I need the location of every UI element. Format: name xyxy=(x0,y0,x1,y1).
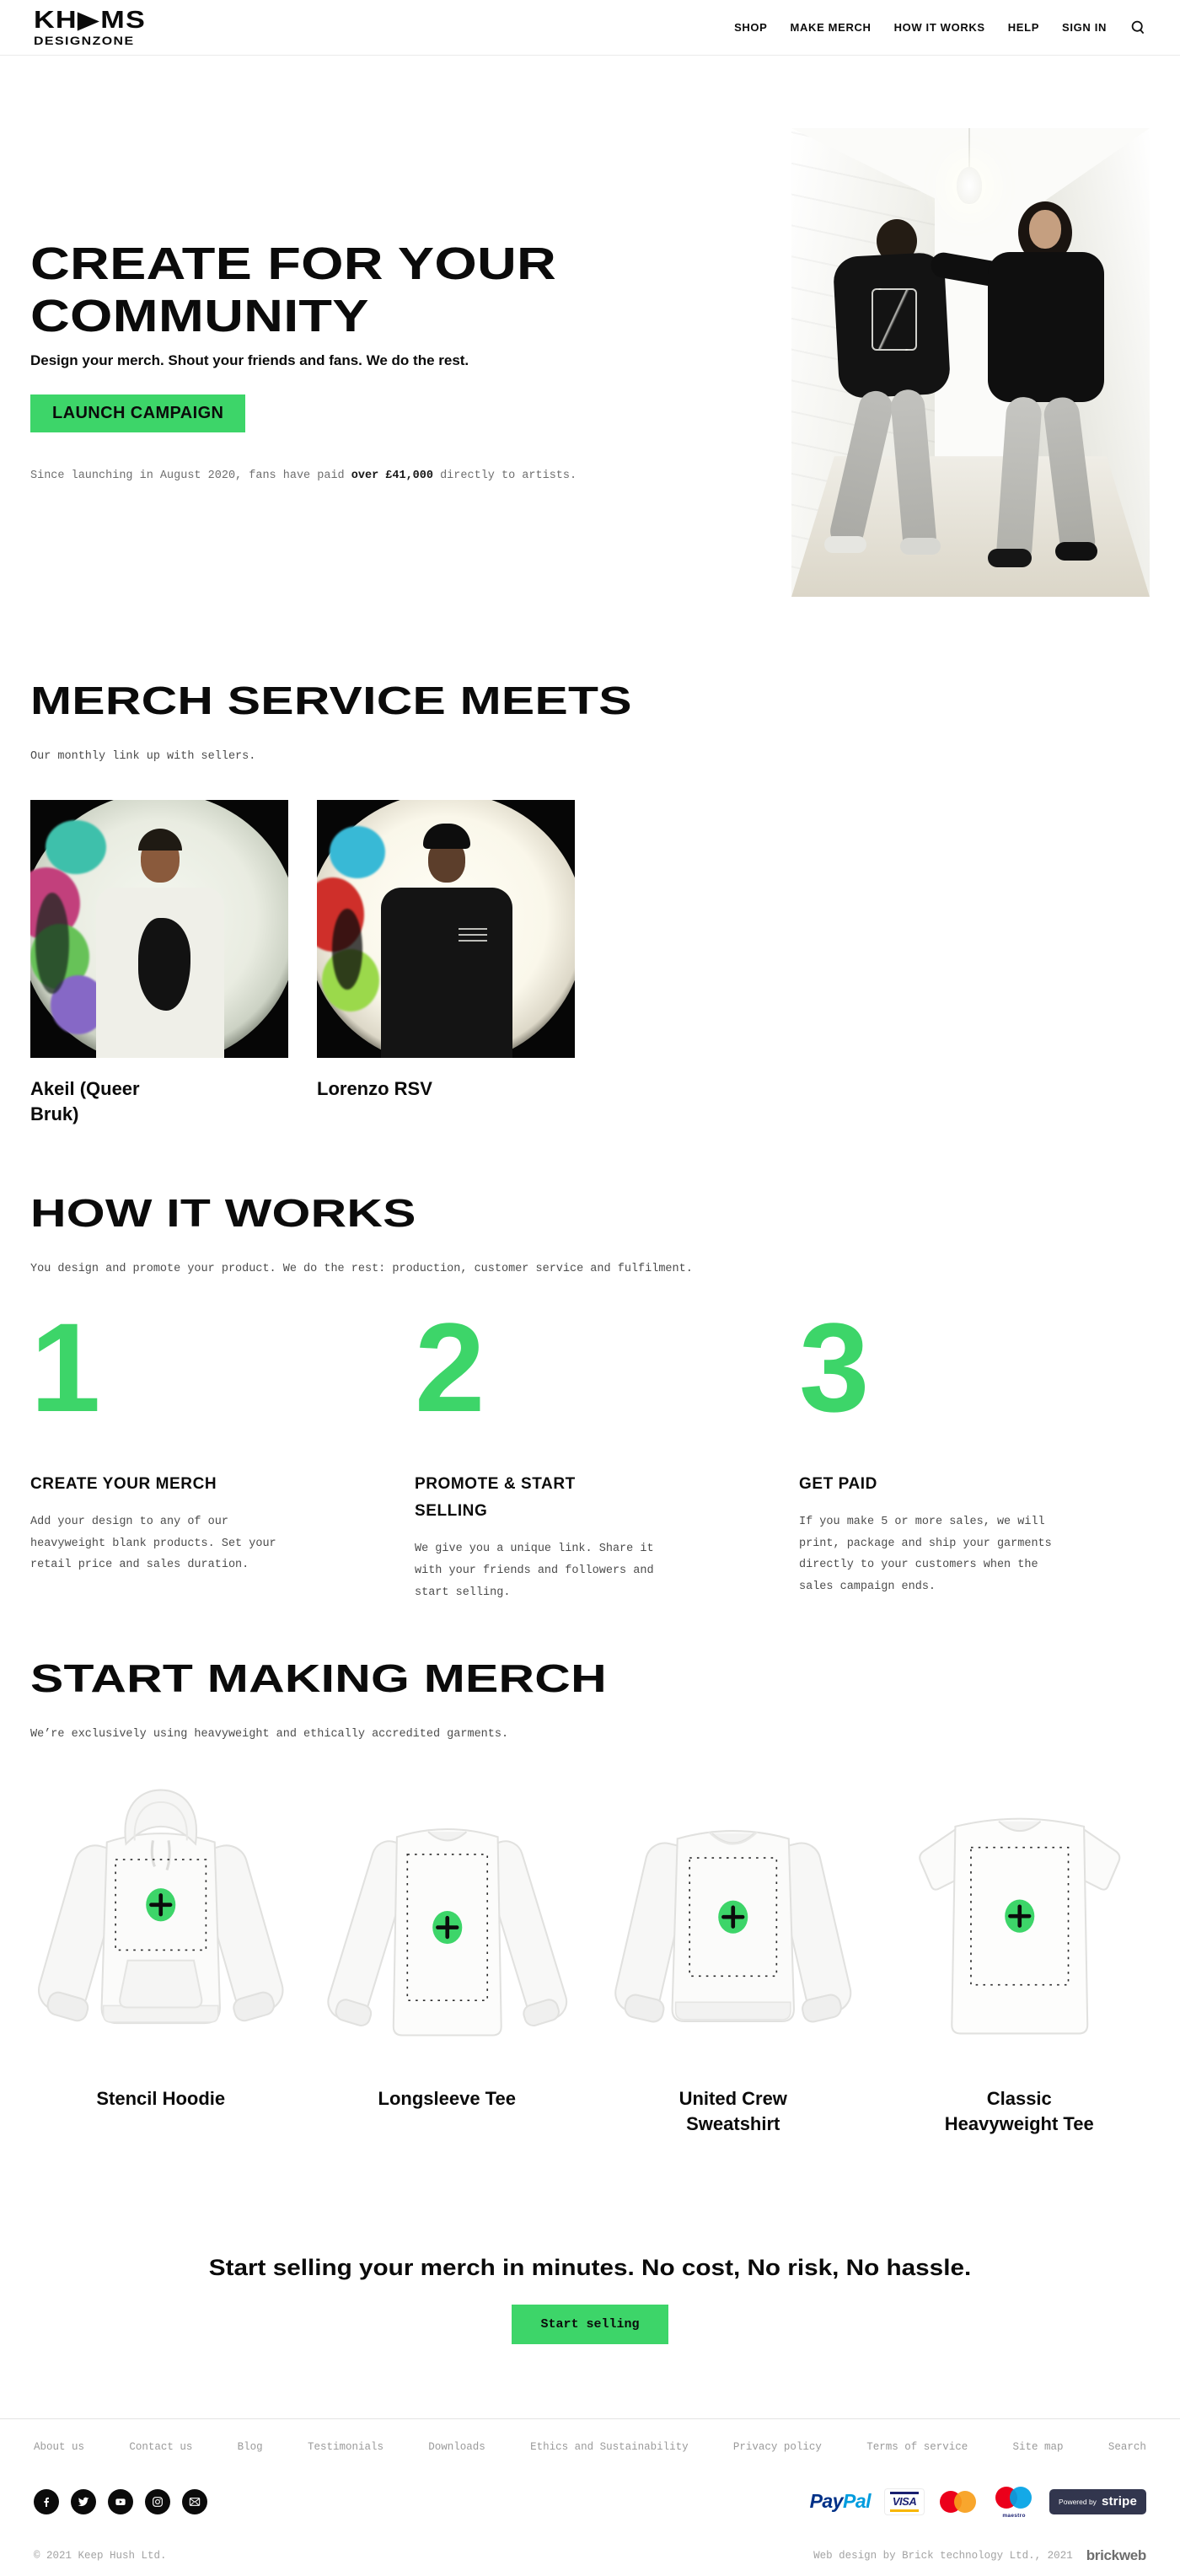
hero-subtitle: Design your merch. Shout your friends and fans. We do the rest. xyxy=(30,352,469,369)
footer-link-about-us[interactable]: About us xyxy=(34,2440,85,2453)
nav-make-merch[interactable]: MAKE MERCH xyxy=(790,21,872,34)
copyright-text: © 2021 Keep Hush Ltd. xyxy=(34,2549,167,2562)
instagram-icon[interactable] xyxy=(145,2489,170,2514)
product-longsleeve-tee[interactable] xyxy=(317,1774,578,2136)
hero-copy xyxy=(30,128,587,597)
hero-title: CREATE FOR YOUR COMMUNITY xyxy=(30,239,557,342)
person-leg xyxy=(995,396,1043,566)
ceiling-lamp xyxy=(957,167,982,204)
step-heading: PROMOTE & START SELLING xyxy=(415,1474,576,1521)
start-making-title: START MAKING MERCH xyxy=(30,1656,607,1701)
tee-image xyxy=(889,1774,1150,2074)
start-selling-button[interactable]: Start selling xyxy=(512,2305,668,2344)
step-1 xyxy=(30,1277,381,1603)
plus-icon xyxy=(146,1889,175,1922)
designer-credit xyxy=(813,2547,1146,2564)
how-it-works-subtitle: You design and promote your product. We do the rest: production, customer service and fulfilment. xyxy=(30,1263,693,1276)
maestro-logo: maestro xyxy=(992,2485,1036,2519)
footer-bottom-row xyxy=(34,2547,1146,2564)
facebook-icon[interactable] xyxy=(34,2489,59,2514)
step-2 xyxy=(415,1277,765,1603)
hero-note-suffix: directly to artists. xyxy=(432,470,577,483)
footer-link-site-map[interactable]: Site map xyxy=(1012,2440,1064,2453)
brickweb-logo[interactable]: brickweb xyxy=(1086,2546,1146,2563)
logo[interactable] xyxy=(34,8,146,47)
plus-icon xyxy=(432,1911,462,1944)
youtube-icon[interactable] xyxy=(108,2489,133,2514)
step-heading: GET PAID xyxy=(799,1474,877,1493)
step-text: Add your design to any of our heavyweight blank products. Set your retail price and sales duration. xyxy=(30,1516,276,1572)
footer-link-blog[interactable]: Blog xyxy=(237,2440,263,2453)
product-classic-heavyweight-tee[interactable] xyxy=(889,1774,1150,2136)
main-nav xyxy=(734,19,1146,36)
nav-sign-in[interactable]: SIGN IN xyxy=(1062,21,1107,34)
lamp-cord xyxy=(968,128,970,169)
person-shoe xyxy=(824,536,866,553)
cta-section xyxy=(0,2255,1180,2344)
visa-logo: VISA xyxy=(884,2488,925,2515)
merch-service-title: MERCH SERVICE MEETS xyxy=(30,679,632,722)
footer-link-downloads[interactable]: Downloads xyxy=(428,2440,485,2453)
sweatshirt-image xyxy=(603,1774,864,2074)
product-name: Longsleeve Tee xyxy=(378,2088,516,2110)
artist-row xyxy=(30,800,1150,1126)
person-leg xyxy=(1042,395,1097,561)
payment-methods xyxy=(810,2485,1146,2519)
person-leg xyxy=(889,389,937,556)
person-shoe xyxy=(900,538,941,555)
merch-service-subtitle: Our monthly link up with sellers. xyxy=(30,750,256,763)
products-row xyxy=(30,1774,1150,2136)
hoodie-back-print xyxy=(872,288,917,351)
artist-name: Akeil (Queer Bruk) xyxy=(30,1078,140,1124)
plus-icon xyxy=(1005,1900,1034,1933)
product-name: Classic Heavyweight Tee xyxy=(944,2088,1094,2134)
hero-section xyxy=(0,56,1180,597)
hero-photo xyxy=(791,128,1150,597)
twitter-icon[interactable] xyxy=(71,2489,96,2514)
tshirt-graphic xyxy=(138,918,190,1011)
paypal-logo: PayPal xyxy=(809,2490,872,2513)
step-heading: CREATE YOUR MERCH xyxy=(30,1474,217,1493)
footer-link-testimonials[interactable]: Testimonials xyxy=(307,2440,384,2453)
person-hoodie xyxy=(988,252,1104,402)
search-icon[interactable] xyxy=(1129,19,1146,36)
step-number: 1 xyxy=(30,1296,101,1439)
start-making-merch-section xyxy=(0,1656,1180,2136)
graffiti-blob xyxy=(35,893,69,994)
social-links xyxy=(34,2489,207,2514)
graffiti-blob xyxy=(330,826,385,878)
step-text: We give you a unique link. Share it with your friends and followers and start selling. xyxy=(415,1543,654,1599)
artist-tshirt xyxy=(381,888,512,1058)
graffiti-blob xyxy=(332,909,362,990)
hero-note-prefix: Since launching in August 2020, fans have paid xyxy=(30,470,351,483)
logo-subtitle: DESIGNZONE xyxy=(34,34,135,47)
site-footer xyxy=(0,2418,1180,2576)
footer-link-privacy[interactable]: Privacy policy xyxy=(732,2440,822,2453)
mastercard-logo xyxy=(938,2489,979,2514)
footer-link-search[interactable]: Search xyxy=(1108,2440,1146,2453)
artist-name: Lorenzo RSV xyxy=(317,1078,432,1099)
product-name: Stencil Hoodie xyxy=(96,2088,226,2110)
how-it-works-title: HOW IT WORKS xyxy=(30,1191,416,1236)
plus-icon xyxy=(718,1901,748,1934)
hero-note xyxy=(30,470,587,482)
nav-help[interactable]: HELP xyxy=(1007,21,1040,34)
artist-card-akeil[interactable] xyxy=(30,800,288,1126)
artist-photo xyxy=(317,800,575,1058)
how-it-works-section xyxy=(0,1190,1180,1603)
start-making-subtitle: We’re exclusively using heavyweight and ethically accredited garments. xyxy=(30,1728,509,1741)
artist-card-lorenzo[interactable] xyxy=(317,800,575,1126)
step-number: 3 xyxy=(799,1296,870,1439)
merch-service-section xyxy=(0,678,1180,1126)
site-header xyxy=(0,0,1180,56)
footer-link-terms[interactable]: Terms of service xyxy=(866,2440,968,2453)
stripe-badge: Powered by stripe xyxy=(1049,2489,1146,2514)
person-leg xyxy=(827,388,896,551)
footer-middle-row xyxy=(34,2485,1146,2519)
hoodie-image xyxy=(30,1774,292,2074)
credit-text: Web design by Brick technology Ltd., 2021 xyxy=(813,2549,1073,2562)
footer-link-ethics[interactable]: Ethics and Sustainability xyxy=(530,2440,689,2453)
launch-campaign-button[interactable]: LAUNCH CAMPAIGN xyxy=(30,394,245,432)
nav-shop[interactable]: SHOP xyxy=(734,21,768,34)
person-shoe xyxy=(1055,542,1097,561)
product-name: United Crew Sweatshirt xyxy=(678,2088,787,2134)
footer-links xyxy=(34,2441,1146,2453)
cta-heading: Start selling your merch in minutes. No cost, No risk, No hassle. xyxy=(208,2254,972,2280)
logo-wordmark: KH▶MS xyxy=(34,6,146,34)
longsleeve-image xyxy=(317,1774,578,2074)
email-icon[interactable] xyxy=(182,2489,207,2514)
person-face xyxy=(1029,210,1061,249)
step-number: 2 xyxy=(415,1296,485,1439)
nav-how-it-works[interactable]: HOW IT WORKS xyxy=(893,21,985,34)
artist-photo xyxy=(30,800,288,1058)
person-front-silhouette xyxy=(974,201,1109,564)
product-united-crew-sweatshirt[interactable] xyxy=(603,1774,864,2136)
person-shoe xyxy=(988,549,1032,567)
tshirt-graphic xyxy=(459,928,487,942)
hero-note-amount: over £41,000 xyxy=(351,470,433,483)
step-text: If you make 5 or more sales, we will print, package and ship your garments directly to your customers when the sales campaign ends. xyxy=(799,1516,1052,1594)
product-stencil-hoodie[interactable] xyxy=(30,1774,292,2136)
steps-row xyxy=(30,1277,1150,1603)
footer-link-contact-us[interactable]: Contact us xyxy=(129,2440,193,2453)
step-3 xyxy=(799,1277,1150,1603)
